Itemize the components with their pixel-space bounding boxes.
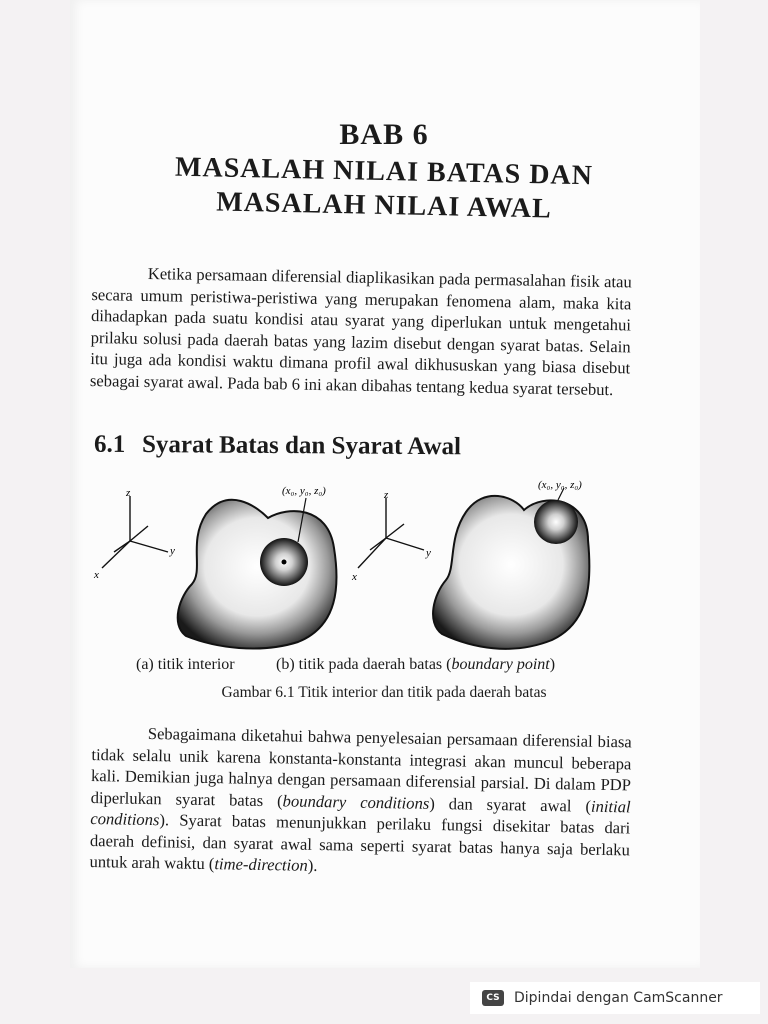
p2-i1: boundary conditions [282,790,430,813]
boundary-point-ball [534,500,578,544]
figure-caption: Gambar 6.1 Titik interior dan titik pada daerah batas [221,684,547,701]
p2-i3: time-direction [214,854,308,875]
interior-point-dot [282,560,287,565]
caption-b-italic: boundary point [451,656,550,673]
axis-x-label-a: x [94,569,99,581]
chapter-number: BAB 6 [339,118,429,151]
section-heading [94,431,461,462]
point-label-b: (x₀, y₀, z₀) [538,479,582,491]
chapter-title-line2: MASALAH NILAI AWAL [216,186,553,225]
axes-a [102,496,168,568]
region-blob-a [178,500,337,649]
caption-b-prefix: (b) titik pada daerah batas ( [276,656,452,673]
p2-s3: ). Syarat batas menunjukkan perilaku fungsi disekitar batas dari daerah definisi, dan syarat awal sama seperti syarat batas hanya saja berlaku untuk arah waktu ( [89,810,631,874]
p2-s2: ) dan syarat awal ( [429,793,592,816]
chapter-title-line1: MASALAH NILAI BATAS DAN [174,151,594,192]
p2-i2: initial conditions [90,796,631,830]
axes-b [358,498,424,568]
axis-y-label-b: y [426,547,431,559]
axis-y-label-a: y [170,545,175,557]
caption-a: (a) titik interior [136,656,235,673]
intro-paragraph [90,262,632,400]
caption-b-suffix: ) [549,656,556,673]
camscanner-logo: CS [482,990,504,1006]
p2-s4: ). [307,855,318,875]
axis-z-label-b: z [384,489,389,501]
intro-text: Ketika persamaan diferensial diaplikasikan pada permasalahan fisik atau secara umum peristiwa-peristiwa yang merupakan fenomena alam, maka kita dihadapkan pada suatu kondisi atau syarat yang diperlukan untuk mengetahui prilaku solusi pada daerah batas yang lazim disebut dengan syarat batas. Selain itu juga ada kondisi waktu dimana profil awal dikhususkan yang biasa disebut sebagai syarat awal. Pada bab 6 ini akan dibahas tentang kedua syarat tersebut. [89,263,632,399]
section-number: 6.1 [93,430,126,458]
axis-z-label-a: z [126,487,131,499]
figure-6-1 [88,476,628,656]
paragraph-2 [89,722,632,882]
p2-s1: Sebagaimana diketahui bahwa penyelesaian persamaan diferensial biasa tidak selalu unik karena konstanta-konstanta integrasi akan muncul beberapa kali. Demikian juga halnya dengan persamaan diferensial parsial. Di dalam PDP diperlukan syarat batas ( [90,723,632,810]
section-title: Syarat Batas dan Syarat Awal [141,431,462,461]
axis-x-label-b: x [352,571,357,583]
caption-b [276,656,555,674]
point-label-a: (x₀, y₀, z₀) [282,485,326,497]
camscanner-watermark [470,982,760,1014]
camscanner-text: Dipindai dengan CamScanner [514,990,723,1006]
